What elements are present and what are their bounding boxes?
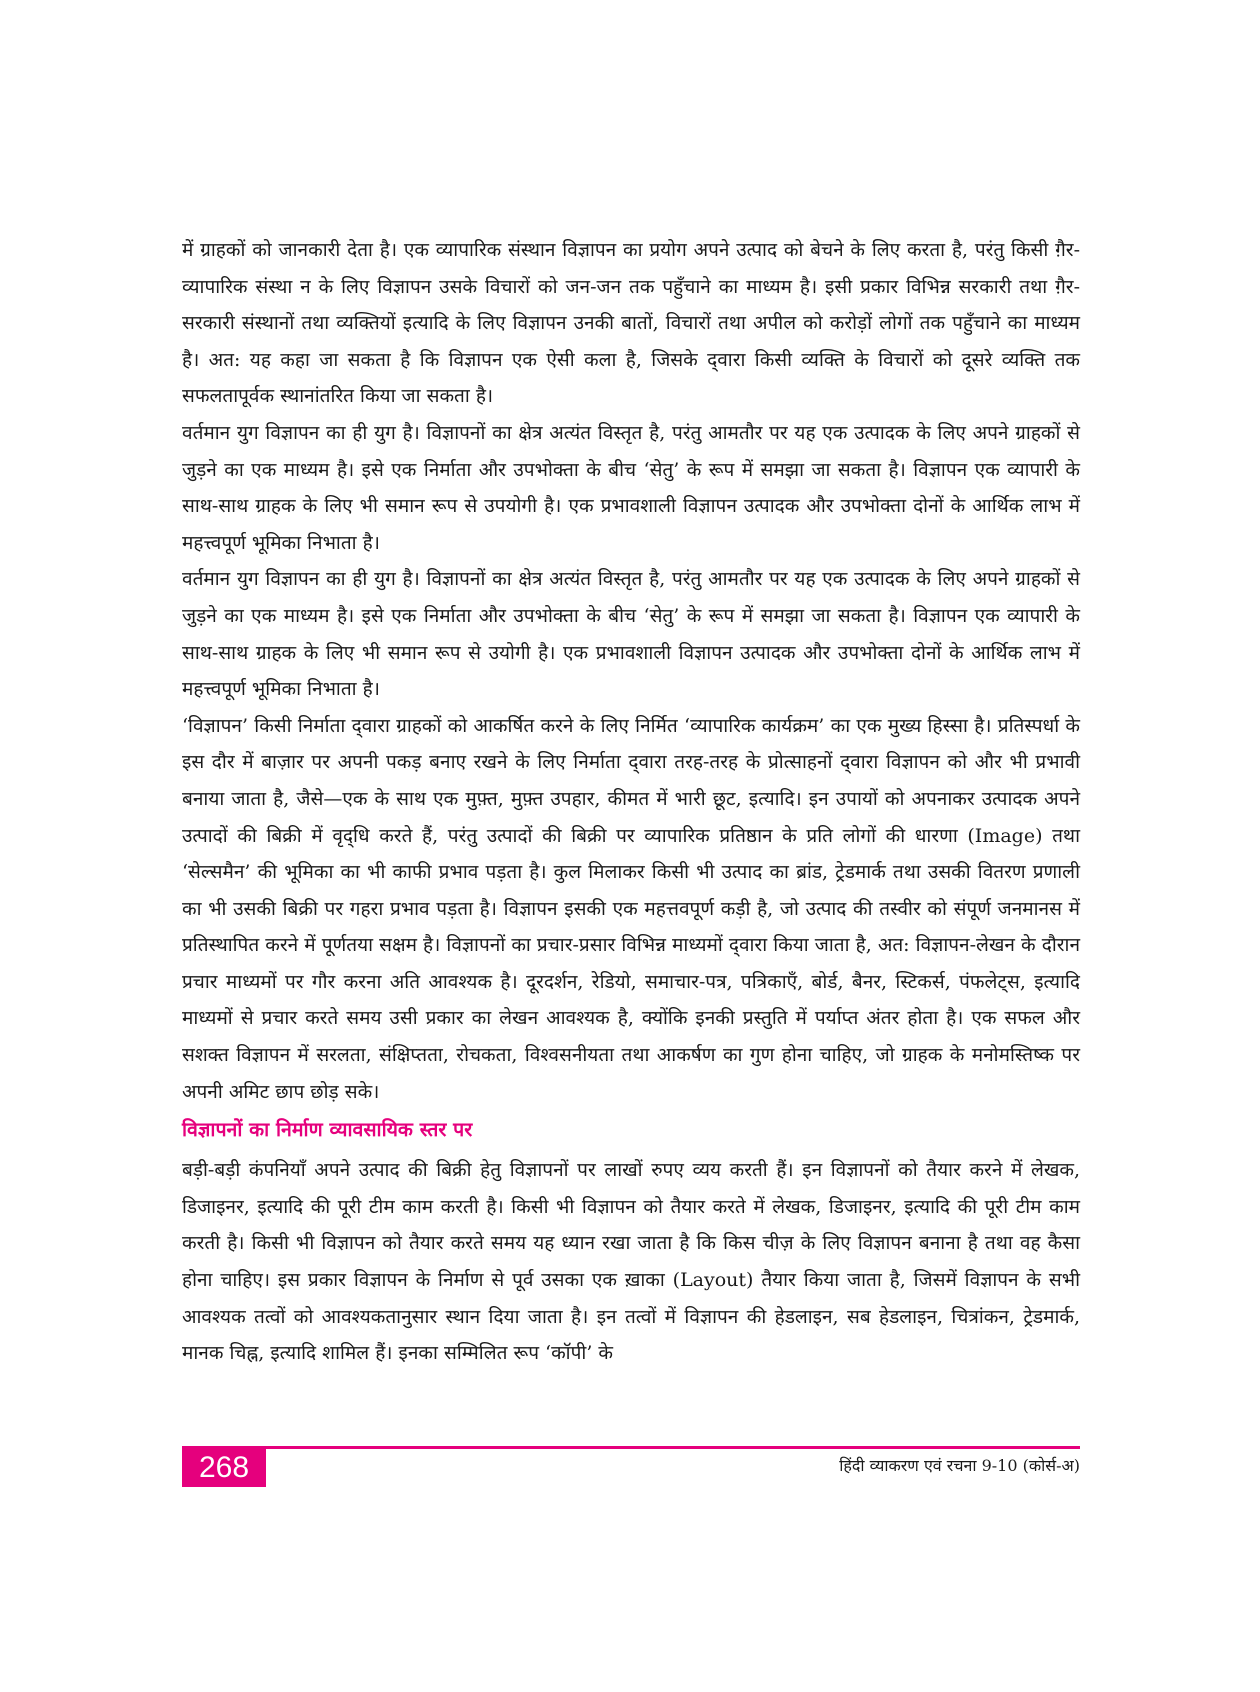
paragraph-intro-continued: में ग्राहकों को जानकारी देता है। एक व्यापारिक संस्थान विज्ञापन का प्रयोग अपने उत्पाद को बेचने के लिए करता है, परंतु किसी ग़ैर-व्यापारिक संस्था न के लिए विज्ञापन उसके विचारों को जन-जन तक पहुँचाने का माध्यम है। इसी प्रकार विभिन्न सरकारी तथा ग़ैर-सरकारी संस्थानों तथा व्यक्तियों इत्यादि के लिए विज्ञापन उनकी बातों, विचारों तथा अपील को करोड़ों लोगों तक पहुँचाने का माध्यम है। अत: यह कहा जा सकता है कि विज्ञापन एक ऐसी कला है, जिसके द्‌वारा किसी व्यक्ति के विचारों को दूसरे व्यक्ति तक सफलतापूर्वक स्थानांतरित किया जा सकता है।: [182, 239, 1080, 408]
paragraph-commercial-production: बड़ी-बड़ी कंपनियाँ अपने उत्पाद की बिक्री हेतु विज्ञापनों पर लाखों रुपए व्यय करती हैं। इन विज्ञापनों को तैयार करने में लेखक, डिजाइनर, इत्यादि की पूरी टीम काम करती है। किसी भी विज्ञापन को तैयार करते में लेखक, डिजाइनर, इत्यादि की पूरी टीम काम करती है। किसी भी विज्ञापन को तैयार करते समय यह ध्यान रखा जाता है कि किस चीज़ के लिए विज्ञापन बनाना है तथा वह कैसा होना चाहिए। इस प्रकार विज्ञापन के निर्माण से पूर्व उसका एक ख़ाका (Layout) तैयार किया जाता है, जिसमें विज्ञापन के सभी आवश्यक तत्वों को आवश्यकतानुसार स्थान दिया जाता है। इन तत्वों में विज्ञापन की हेडलाइन, सब हेडलाइन, चित्रांकन, ट्रेडमार्क, मानक चिह्न, इत्यादि शामिल हैं। इनका सम्मिलित रूप ‘कॉपी’ के: [182, 1159, 1081, 1365]
paragraph-modern-era: वर्तमान युग विज्ञापन का ही युग है। विज्ञापनों का क्षेत्र अत्यंत विस्तृत है, परंतु आमतौर पर यह एक उत्पादक के लिए अपने ग्राहकों से जुड़ने का एक माध्यम है। इसे एक निर्माता और उपभोक्ता के बीच ‘सेतु’ के रूप में समझा जा सकता है। विज्ञापन एक व्यापारी के साथ-साथ ग्राहक के लिए भी समान रूप से उपयोगी है। एक प्रभावशाली विज्ञापन उत्पादक और उपभोक्ता दोनों के आर्थिक लाभ में महत्त्वपूर्ण भूमिका निभाता है।: [182, 421, 1080, 554]
footer-divider: [182, 1446, 1080, 1449]
page-body: [182, 232, 1080, 1372]
paragraph-advertisement-role: ‘विज्ञापन’ किसी निर्माता द्‌वारा ग्राहकों को आकर्षित करने के लिए निर्मित ‘व्यापारिक कार्यक्रम’ का एक मुख्य हिस्सा है। प्रतिस्पर्धा के इस दौर में बाज़ार पर अपनी पकड़ बनाए रखने के लिए निर्माता द्‌वारा तरह-तरह के प्रोत्साहनों द्‌वारा विज्ञापन को और भी प्रभावी बनाया जाता है, जैसे—एक के साथ एक मुफ़्त, मुफ़्त उपहार, कीमत में भारी छूट, इत्यादि। इन उपायों को अपनाकर उत्पादक अपने उत्पादों की बिक्री में वृद्‌धि करते हैं, परंतु उत्पादों की बिक्री पर व्यापारिक प्रतिष्ठान के प्रति लोगों की धारणा (Image) तथा ‘सेल्समैन’ की भूमिका का भी काफी प्रभाव पड़ता है। कुल मिलाकर किसी भी उत्पाद का ब्रांड, ट्रेडमार्क तथा उसकी वितरण प्रणाली का भी उसकी बिक्री पर गहरा प्रभाव पड़ता है। विज्ञापन इसकी एक महत्तवपूर्ण कड़ी है, जो उत्पाद की तस्वीर को संपूर्ण जनमानस में प्रतिस्थापित करने में पूर्णतया सक्षम है। विज्ञापनों का प्रचार-प्रसार विभिन्न माध्यमों द्‌वारा किया जाता है, अत: विज्ञापन-लेखन के दौरान प्रचार माध्यमों पर गौर करना अति आवश्यक है। दूरदर्शन, रेडियो, समाचार-पत्र, पत्रिकाएँ, बोर्ड, बैनर, स्टिकर्स, पंफलेट्स, इत्यादि माध्यमों से प्रचार करते समय उसी प्रकार का लेखन आवश्यक है, क्योंकि इनकी प्रस्तुति में पर्याप्त अंतर होता है। एक सफल और सशक्त विज्ञापन में सरलता, संक्षिप्तता, रोचकता, विश्वसनीयता तथा आकर्षण का गुण होना चाहिए, जो ग्राहक के मनोमस्तिष्क पर अपनी अमिट छाप छोड़ सके।: [182, 714, 1080, 1103]
paragraph-modern-era-repeat: वर्तमान युग विज्ञापन का ही युग है। विज्ञापनों का क्षेत्र अत्यंत विस्तृत है, परंतु आमतौर पर यह एक उत्पादक के लिए अपने ग्राहकों से जुड़ने का एक माध्यम है। इसे एक निर्माता और उपभोक्ता के बीच ‘सेतु’ के रूप में समझा जा सकता है। विज्ञापन एक व्यापारी के साथ-साथ ग्राहक के लिए भी समान रूप से उयोगी है। एक प्रभावशाली विज्ञापन उत्पादक और उपभोक्ता दोनों के आर्थिक लाभ में महत्त्वपूर्ण भूमिका निभाता है।: [182, 568, 1080, 701]
section-heading: विज्ञापनों का निर्माण व्यावसायिक स्तर पर: [182, 1118, 473, 1142]
footer-book-title: हिंदी व्याकरण एवं रचना 9-10 (कोर्स-अ): [839, 1456, 1080, 1475]
page-number-badge: 268: [182, 1449, 266, 1487]
